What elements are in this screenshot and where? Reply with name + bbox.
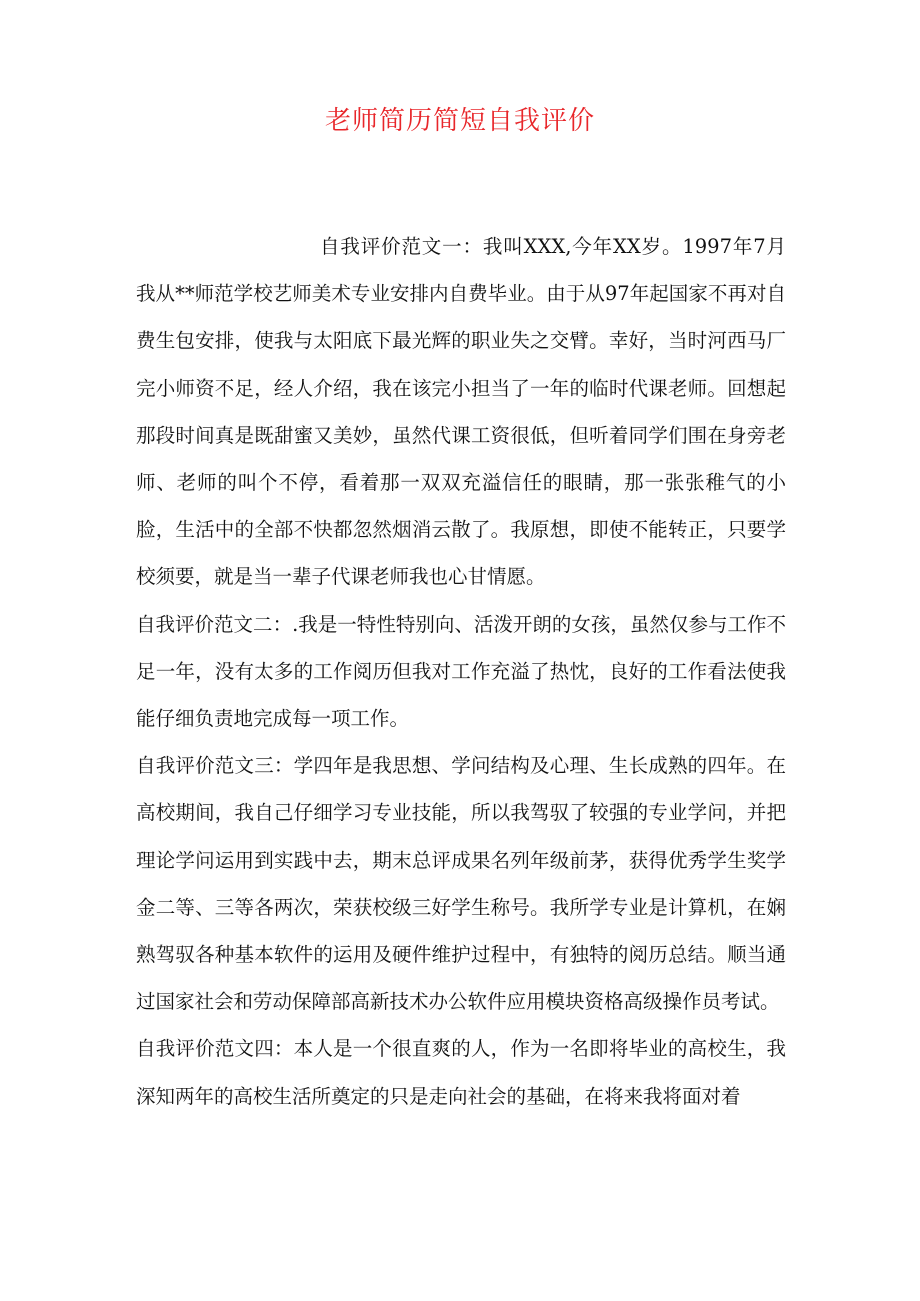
paragraph-sample-1: 自我评价范文一：我叫XXX,今年XX岁。1997年7月我从**师范学校艺师美术专业安排内自费毕业。由于从97年起国家不再对自费生包安排，使我与太阳底下最光辉的职业失之交臂。幸好，当时河西马厂完小师资不足，经人介绍，我在该完小担当了一年的临时代课老师。回想起那段时间真是既甜蜜又美妙，虽然代课工资很低，但听着同学们围在身旁老师、老师的叫个不停，看着那一双双充溢信任的眼睛，那一张张稚气的小脸，生活中的全部不快都忽然烟消云散了。我原想，即使不能转正，只要学校须要，就是当一辈子代课老师我也心甘情愿。 bbox=[136, 235, 786, 589]
paragraph-sample-2: 自我评价范文二：.我是一特性特别向、活泼开朗的女孩，虽然仅参与工作不足一年，没有太多的工作阅历但我对工作充溢了热忱，良好的工作看法使我能仔细负责地完成每一项工作。 bbox=[136, 612, 786, 731]
document-title: 老师简历简短自我评价 bbox=[324, 106, 595, 136]
paragraph-sample-4: 自我评价范文四：本人是一个很直爽的人，作为一名即将毕业的高校生，我深知两年的高校生活所奠定的只是走向社会的基础，在将来我将面对着 bbox=[136, 1037, 786, 1108]
paragraph-sample-3: 自我评价范文三：学四年是我思想、学问结构及心理、生长成熟的四年。在高校期间，我自己仔细学习专业技能，所以我驾驭了较强的专业学问，并把理论学问运用到实践中去，期末总评成果名列年级前茅，获得优秀学生奖学金二等、三等各两次，荣获校级三好学生称号。我所学专业是计算机，在娴熟驾驭各种基本软件的运用及硬件维护过程中，有独特的阅历总结。顺当通过国家社会和劳动保障部高新技术办公软件应用模块资格高级操作员考试。 bbox=[136, 754, 786, 1014]
document-body bbox=[136, 223, 786, 1120]
